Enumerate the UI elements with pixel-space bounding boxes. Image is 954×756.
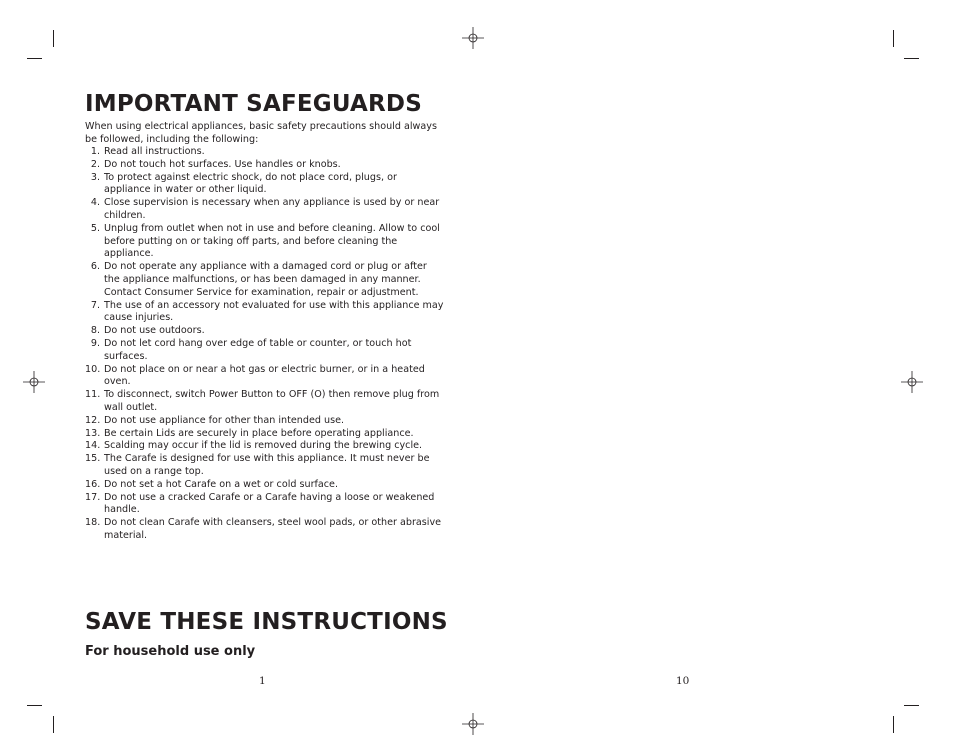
safeguard-number: 11. bbox=[85, 389, 101, 401]
safeguard-item bbox=[85, 364, 445, 390]
safeguard-item bbox=[85, 197, 445, 223]
crop-mark-top-left-v bbox=[53, 30, 54, 47]
page-number-left: 1 bbox=[259, 675, 266, 687]
safeguard-text: Be certain Lids are securely in place before operating appliance. bbox=[104, 427, 414, 439]
safeguard-text: Do not operate any appliance with a damaged cord or plug or after the appliance malfunctions, or has been damaged in any manner. Contact Consumer Service for examination, repair or adjustment. bbox=[104, 261, 427, 298]
safeguard-text: To protect against electric shock, do not place cord, plugs, or appliance in water or other liquid. bbox=[104, 171, 397, 196]
crop-mark-top-left-h bbox=[27, 58, 42, 59]
safeguards-list bbox=[85, 146, 445, 543]
safeguard-text: To disconnect, switch Power Button to OFF (O) then remove plug from wall outlet. bbox=[104, 389, 440, 413]
safeguard-number: 5. bbox=[90, 222, 100, 234]
safeguard-item bbox=[85, 338, 445, 364]
closing-heading: SAVE THESE INSTRUCTIONS bbox=[85, 609, 448, 635]
household-use-subtitle: For household use only bbox=[85, 644, 256, 659]
safeguard-item bbox=[85, 325, 445, 338]
safeguard-text: Close supervision is necessary when any appliance is used by or near children. bbox=[104, 197, 440, 221]
safeguard-text: The Carafe is designed for use with this appliance. It must never be used on a range top. bbox=[104, 453, 430, 477]
registration-mark-top-icon bbox=[462, 27, 484, 49]
page-heading: IMPORTANT SAFEGUARDS bbox=[85, 91, 422, 117]
safeguard-number: 6. bbox=[90, 261, 100, 273]
safeguard-number: 12. bbox=[85, 414, 101, 426]
safeguard-item bbox=[85, 492, 445, 518]
safeguard-text: Unplug from outlet when not in use and before cleaning. Allow to cool before putting on or taking off parts, and before cleaning the appliance. bbox=[104, 222, 440, 260]
safeguard-text: Do not let cord hang over edge of table or counter, or touch hot surfaces. bbox=[104, 337, 412, 362]
safeguard-number: 13. bbox=[85, 427, 101, 439]
crop-mark-bottom-left-v bbox=[53, 716, 54, 733]
safeguard-number: 17. bbox=[85, 491, 101, 503]
crop-mark-top-right-v bbox=[893, 30, 894, 47]
safeguard-number: 18. bbox=[85, 517, 101, 529]
safeguard-item bbox=[85, 428, 445, 441]
safeguard-number: 4. bbox=[90, 197, 100, 209]
crop-mark-bottom-right-v bbox=[893, 716, 894, 733]
registration-mark-left-icon bbox=[23, 371, 45, 393]
safeguard-text: Do not use outdoors. bbox=[104, 325, 205, 337]
safeguard-number: 9. bbox=[90, 337, 100, 349]
safeguard-number: 3. bbox=[90, 171, 100, 183]
safeguard-number: 14. bbox=[85, 440, 101, 452]
crop-mark-top-right-h bbox=[904, 58, 919, 59]
safeguard-number: 16. bbox=[85, 478, 101, 490]
safeguard-text: Do not use a cracked Carafe or a Carafe having a loose or weakened handle. bbox=[104, 491, 435, 516]
registration-mark-bottom-icon bbox=[462, 713, 484, 735]
safeguard-item bbox=[85, 517, 445, 543]
intro-paragraph: When using electrical appliances, basic safety precautions should always be followed, including the following: bbox=[85, 121, 437, 145]
safeguard-item bbox=[85, 453, 445, 479]
safeguard-text: Do not use appliance for other than intended use. bbox=[104, 414, 345, 426]
safeguard-number: 1. bbox=[90, 146, 100, 157]
safeguard-item bbox=[85, 300, 445, 326]
safeguard-text: Do not place on or near a hot gas or electric burner, or in a heated oven. bbox=[104, 363, 425, 388]
safeguard-item bbox=[85, 172, 445, 198]
safeguard-item bbox=[85, 159, 445, 172]
safeguard-text: Read all instructions. bbox=[104, 146, 205, 157]
page-number-right: 10 bbox=[676, 675, 690, 687]
crop-mark-bottom-right-h bbox=[904, 705, 919, 706]
safeguard-item bbox=[85, 415, 445, 428]
safeguard-text: Do not clean Carafe with cleansers, steel wool pads, or other abrasive material. bbox=[104, 517, 442, 541]
safeguard-number: 15. bbox=[85, 453, 101, 465]
safeguard-item bbox=[85, 440, 445, 453]
safeguard-item bbox=[85, 146, 445, 159]
safeguard-text: Scalding may occur if the lid is removed during the brewing cycle. bbox=[104, 440, 423, 452]
safeguard-text: The use of an accessory not evaluated for use with this appliance may cause injuries. bbox=[104, 299, 444, 324]
registration-mark-right-icon bbox=[901, 371, 923, 393]
safeguard-text: Do not touch hot surfaces. Use handles or knobs. bbox=[104, 158, 341, 170]
safeguard-number: 7. bbox=[90, 299, 100, 311]
safeguard-number: 2. bbox=[90, 158, 100, 170]
safeguard-item bbox=[85, 223, 445, 261]
safeguard-number: 8. bbox=[90, 325, 100, 337]
safeguard-number: 10. bbox=[85, 363, 101, 375]
safeguard-text: Do not set a hot Carafe on a wet or cold surface. bbox=[104, 478, 339, 490]
safeguard-item bbox=[85, 389, 445, 415]
safeguard-item bbox=[85, 479, 445, 492]
crop-mark-bottom-left-h bbox=[27, 705, 42, 706]
safeguard-item bbox=[85, 261, 445, 299]
